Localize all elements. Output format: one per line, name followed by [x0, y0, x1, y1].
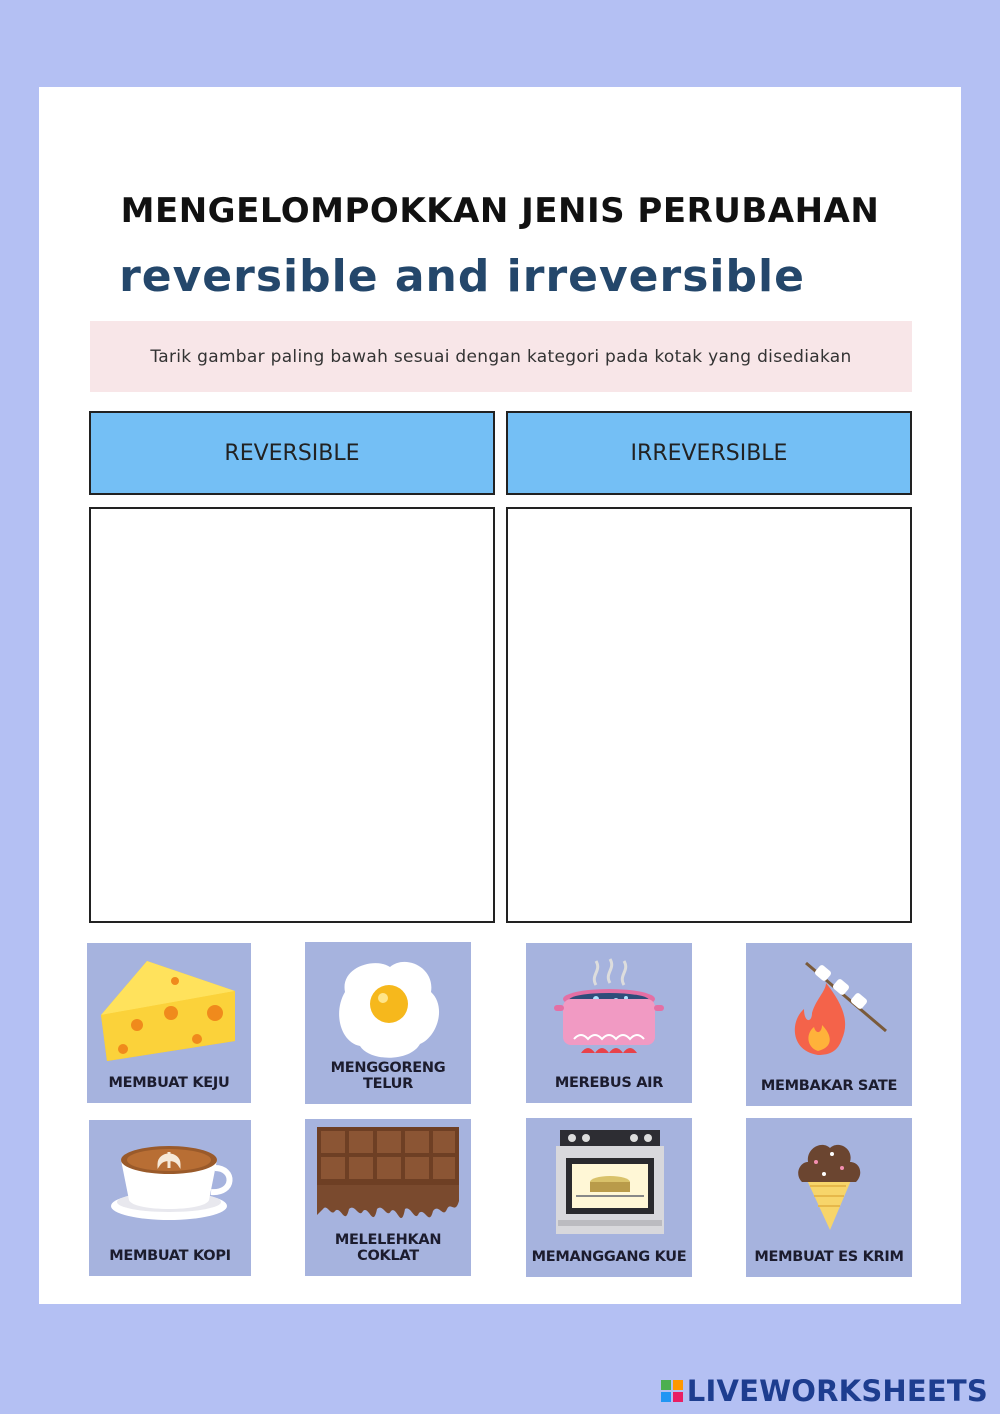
instruction-banner	[90, 321, 912, 392]
logo-text: LIVEWORKSHEETS	[686, 1374, 988, 1408]
category-label-reversible: REVERSIBLE	[224, 440, 360, 466]
category-header-reversible	[89, 411, 495, 495]
instruction-text: Tarik gambar paling bawah sesuai dengan kategori pada kotak yang disediakan	[150, 346, 852, 367]
drag-card-memanggang-kue[interactable]	[526, 1118, 692, 1277]
drag-card-melelehkan-coklat[interactable]	[305, 1119, 471, 1276]
card-label: MEMBUAT KEJU	[108, 1075, 230, 1091]
drag-card-membuat-kopi[interactable]	[89, 1120, 251, 1276]
worksheet-page	[39, 87, 961, 1304]
card-label: MEMBUAT ES KRIM	[754, 1249, 904, 1265]
drag-card-merebus-air[interactable]	[526, 943, 692, 1103]
drag-card-membuat-keju[interactable]	[87, 943, 251, 1103]
logo-mark-icon	[661, 1380, 683, 1402]
category-label-irreversible: IRREVERSIBLE	[630, 440, 788, 466]
worksheet-subtitle: reversible and irreversible	[119, 251, 805, 302]
card-label: MELELEHKAN COKLAT	[334, 1232, 442, 1264]
card-label: MEMANGGANG KUE	[531, 1249, 687, 1265]
card-label: MEMBUAT KOPI	[109, 1248, 231, 1264]
drop-zone-reversible[interactable]	[89, 507, 495, 923]
drag-card-menggoreng-telur[interactable]	[305, 942, 471, 1104]
worksheet-title: MENGELOMPOKKAN JENIS PERUBAHAN	[120, 191, 880, 231]
drag-card-membuat-es-krim[interactable]	[746, 1118, 912, 1277]
category-header-irreversible	[506, 411, 912, 495]
card-label: MEMBAKAR SATE	[760, 1078, 898, 1094]
card-label: MENGGORENG TELUR	[330, 1060, 446, 1092]
drag-card-membakar-sate[interactable]	[746, 943, 912, 1106]
drop-zone-irreversible[interactable]	[506, 507, 912, 923]
liveworksheets-logo	[661, 1374, 988, 1408]
card-label: MEREBUS AIR	[554, 1075, 664, 1091]
